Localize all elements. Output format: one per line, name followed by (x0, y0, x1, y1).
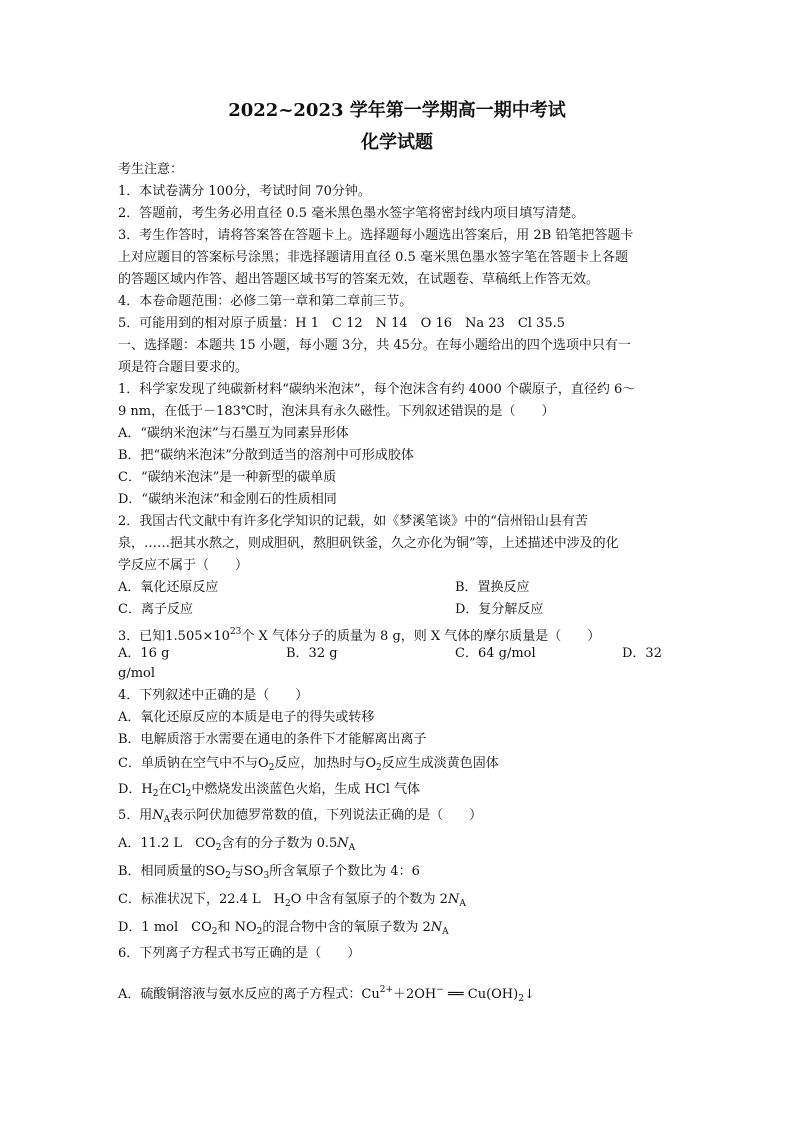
notice-item: 4．本卷命题范围：必修二第一章和第二章前三节。 (118, 294, 413, 309)
question-2-option: C．离子反应 (118, 602, 193, 617)
question-6-stem: 6．下列离子方程式书写正确的是（ ） (118, 946, 361, 961)
question-1-option: D．“碳纳米泡沫”和金刚石的性质相同 (118, 492, 337, 507)
question-3-stem: 3．已知$1.505\times 10^{23}$个 X 气体分子的质量为 8 g，则 X 气体的摩尔质量是（ ） (118, 627, 601, 644)
question-1-option: B．把“碳纳米泡沫”分散到适当的溶剂中可形成胶体 (118, 448, 414, 463)
question-5-option: B．相同质量的$SO_2$与$SO_3$所含氧原子个数比为 4：6 (118, 864, 420, 881)
question-3-option: D．32 (622, 646, 662, 661)
section-heading: 项是符合题目要求的。 (118, 360, 249, 375)
question-2-stem: 泉，……挹其水熬之，则成胆矾，熬胆矾铁釜，久之亦化为铜”等，上述描述中涉及的化 (118, 536, 619, 551)
question-3-option: A．16 g (118, 646, 170, 661)
question-1-stem: 1．科学家发现了纯碳新材料“碳纳米泡沫”，每个泡沫含有约 4000 个碳原子，直径约 6～ (118, 382, 636, 397)
question-5-option: A．11.2 L $CO_2$含有的分子数为 $0.5N_A$ (118, 836, 356, 853)
section-heading: 一、选择题：本题共 15 小题，每小题 3分，共 45分。在每小题给出的四个选项中只有一 (118, 338, 631, 353)
notice-item: 2．答题前，考生务必用直径 0.5 毫米黑色墨水签字笔将密封线内项目填写清楚。 (118, 206, 585, 221)
question-4-stem: 4．下列叙述中正确的是（ ） (118, 688, 309, 703)
question-5-stem: 5．用$N_A$表示阿伏加德罗常数的值，下列说法正确的是（ ） (118, 808, 483, 825)
question-6-option: A．硫酸铜溶液与氨水反应的离子方程式：$Cu^{2+}+2OH^-$ ══ $Cu(OH)_2↓$ (118, 985, 535, 1004)
question-2-option: A．氧化还原反应 (118, 580, 219, 595)
question-5-option: C．标准状况下，22.4 L $H_2O$ 中含有氢原子的个数为 $2N_A$ (118, 892, 466, 909)
question-3-option: B．32 g (286, 646, 338, 661)
question-4-option: B．电解质溶于水需要在通电的条件下才能解离出离子 (118, 732, 427, 747)
question-1-option: C．“碳纳米泡沫”是一种新型的碳单质 (118, 470, 337, 485)
notice-item: 5．可能用到的相对原子质量：H 1 C 12 N 14 O 16 Na 23 Cl 35.5 (118, 316, 565, 331)
notice-item: 1．本试卷满分 100分，考试时间 70分钟。 (118, 184, 371, 199)
notice-item: 的答题区域内作答、超出答题区域书写的答案无效，在试题卷、草稿纸上作答无效。 (118, 272, 600, 287)
question-1-stem: 9 nm，在低于－183℃时，泡沫具有永久磁性。下列叙述错误的是（ ） (118, 404, 555, 419)
notice-heading: 考生注意： (118, 162, 184, 177)
exam-title: 2022~2023 学年第一学期高一期中考试 (228, 100, 566, 121)
question-4-option: C．单质钠在空气中不与$O_2$反应，加热时与$O_2$反应生成淡黄色固体 (118, 756, 499, 773)
notice-item: 3．考生作答时，请将答案答在答题卡上。选择题每小题选出答案后，用 2B 铅笔把答题卡 (118, 228, 634, 243)
question-5-option: D．1 mol $CO_2$和 $NO_2$的混合物中含的氧原子数为 $2N_A$ (118, 920, 449, 937)
question-2-option: D．复分解反应 (455, 602, 544, 617)
question-2-stem: 学反应不属于（ ） (118, 558, 249, 573)
question-3-option-wrap: g/mol (118, 666, 156, 681)
question-2-stem: 2．我国古代文献中有许多化学知识的记载，如《梦溪笔谈》中的“信州铅山县有苦 (118, 514, 588, 529)
question-3-option: C．64 g/mol (455, 646, 536, 661)
question-4-option: A．氧化还原反应的本质是电子的得失或转移 (118, 710, 375, 725)
notice-item: 上对应题目的答案标号涂黑；非选择题请用直径 0.5 毫米黑色墨水签字笔在答题卡上各题 (118, 250, 628, 265)
question-4-option: D．$H_2$在$Cl_2$中燃烧发出淡蓝色火焰，生成 HCl 气体 (118, 782, 421, 799)
exam-subject: 化学试题 (361, 132, 433, 153)
question-1-option: A．“碳纳米泡沫”与石墨互为同素异形体 (118, 426, 349, 441)
question-2-option: B．置换反应 (455, 580, 530, 595)
